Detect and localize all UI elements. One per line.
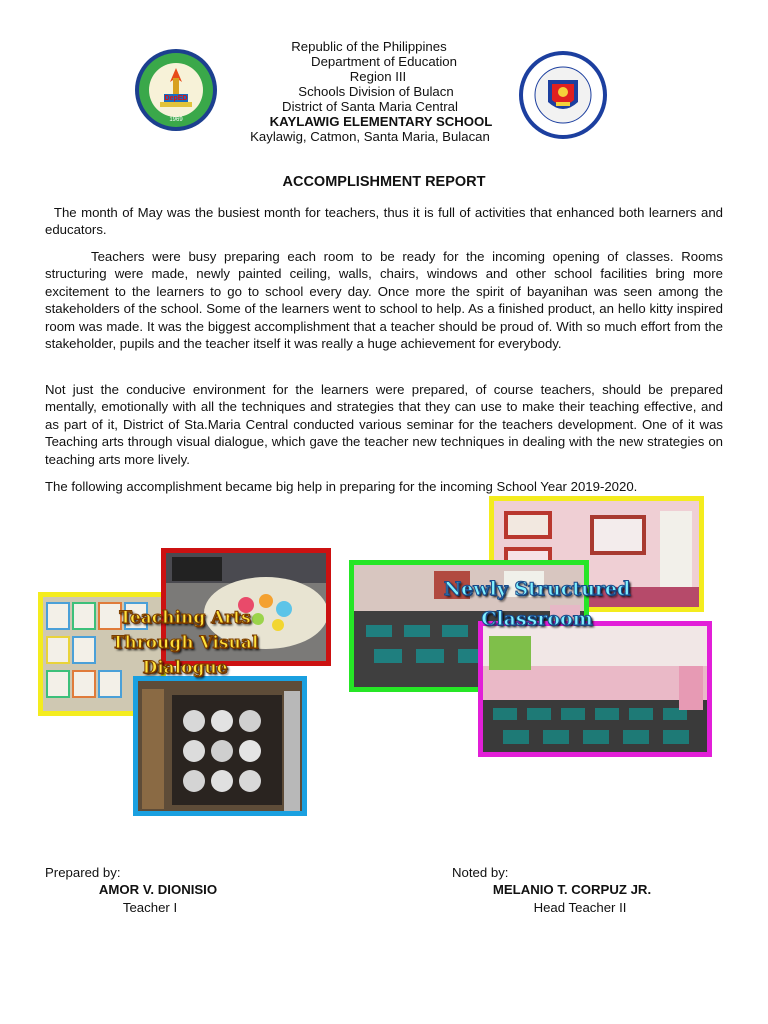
prepared-by-label: Prepared by: (45, 865, 121, 880)
noted-by-label: Noted by: (452, 865, 509, 880)
prepared-by-name: AMOR V. DIONISIO (98, 882, 218, 897)
noted-by-title: Head Teacher II (533, 900, 627, 915)
prepared-by-title: Teacher I (122, 900, 178, 915)
header-district: District of Santa Maria Central (282, 99, 458, 114)
paragraph-intro: The month of May was the busiest month for teachers, thus it is full of activities that enhanced both learners and educators. (45, 205, 727, 238)
caption-teaching-arts-line3: Dialogue (142, 658, 228, 678)
header-school-name: KAYLAWIG ELEMENTARY SCHOOL (269, 114, 493, 129)
paragraph-following: The following accomplishment became big help in preparing for the incoming School Year 2019-2020. (45, 479, 638, 494)
paragraph-seminar: Not just the conducive environment for the learners were prepared, of course teachers, should be prepared mentally, emotionally with all the techniques and strategies that they can use to make their teaching effective, and as part of it, District of Sta.Maria Central conducted various seminar for the teachers development. One of it was Teaching arts through visual dialogue, which gave the teacher new techniques in dealing with the new strategies on teaching arts more lively. (45, 382, 723, 467)
header-department: Department of Education (311, 54, 457, 69)
caption-teaching-arts (80, 606, 290, 681)
seal-year-text: 1969 (169, 117, 183, 123)
header-region: Region III (349, 69, 407, 84)
photo-plates-display (133, 676, 307, 816)
caption-teaching-arts-line2: Through Visual (111, 633, 259, 653)
photo-classroom-pink (478, 621, 712, 757)
seal-badge-text: DepED (164, 95, 188, 102)
caption-newly-structured (392, 574, 682, 634)
caption-newly-structured-line1: Newly Structured (443, 578, 631, 600)
header-republic: Republic of the Philippines (291, 39, 447, 54)
caption-newly-structured-line2: Classroom (481, 608, 593, 630)
header-division: Schools Division of Bulacn (298, 84, 454, 99)
classroom-pink-graphic (483, 626, 707, 752)
header-address: Kaylawig, Catmon, Santa Maria, Bulacan (250, 129, 490, 144)
noted-by-name: MELANIO T. CORPUZ JR. (492, 882, 652, 897)
report-title: ACCOMPLISHMENT REPORT (282, 174, 486, 190)
plates-display-graphic (138, 681, 302, 811)
caption-teaching-arts-line1: Teaching Arts (119, 608, 251, 628)
paragraph-rooms: Teachers were busy preparing each room to be ready for the incoming opening of classes. Rooms structuring were made, newly painted ceiling, walls, chairs, windows and other school facilities bring more excitement to the learners to go to school every day. Once more the spirit of bayanihan was seen among the stakeholders of the school. Some of the learners went to school to help. As a finished product, an hello kitty inspired room was made. It was the biggest accomplishment that a teacher should be proud of. With so much effort from the stakeholder, pupils and the teacher itself it was really a huge achievement for everybody. (45, 249, 723, 352)
